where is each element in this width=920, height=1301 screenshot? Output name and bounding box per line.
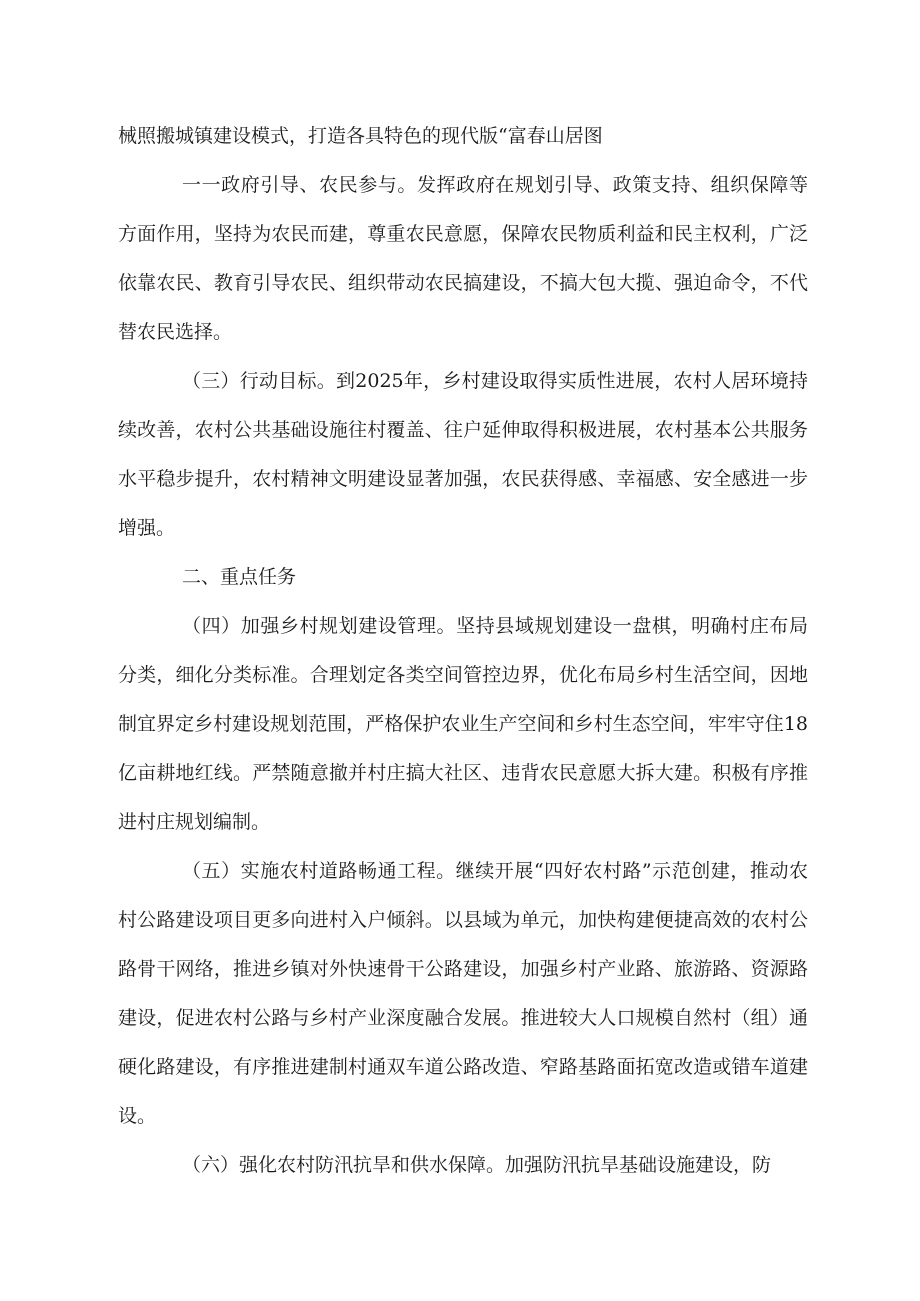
paragraph-action-goal: （三）行动目标。到2025年，乡村建设取得实质性进展，农村人居环境持续改善，农村公共基础设施往村覆盖、往户延伸取得积极进展，农村基本公共服务水平稳步提升，农村精神文明建设显著加强，农民获得感、幸福感、安全感进一步增强。 [118,370,808,539]
paragraph-flood-water: （六）强化农村防汛抗旱和供水保障。加强防汛抗旱基础设施建设，防 [182,1154,772,1176]
section-heading-key-tasks: 二、重点任务 [182,566,297,588]
paragraph-continuation: 械照搬城镇建设模式，打造各具特色的现代版“富春山居图 [118,125,603,147]
document-body [118,112,808,1190]
paragraph-principle: 一一政府引导、农民参与。发挥政府在规划引导、政策支持、组织保障等方面作用，坚持为农民而建，尊重农民意愿，保障农民物质利益和民主权利，广泛依靠农民、教育引导农民、组织带动农民搞建设，不搞大包大揽、强迫命令，不代替农民选择。 [118,174,808,343]
paragraph-roads: （五）实施农村道路畅通工程。继续开展“四好农村路”示范创建，推动农村公路建设项目更多向进村入户倾斜。以县域为单元，加快构建便捷高效的农村公路骨干网络，推进乡镇对外快速骨干公路建设，加强乡村产业路、旅游路、资源路建设，促进农村公路与乡村产业深度融合发展。推进较大人口规模自然村（组）通硬化路建设，有序推进建制村通双车道公路改造、窄路基路面拓宽改造或错车道建设。 [118,860,808,1127]
paragraph-planning: （四）加强乡村规划建设管理。坚持县域规划建设一盘棋，明确村庄布局分类，细化分类标准。合理划定各类空间管控边界，优化布局乡村生活空间，因地制宜界定乡村建设规划范围，严格保护农业生产空间和乡村生态空间，牢牢守住18亿亩耕地红线。严禁随意撤并村庄搞大社区、违背农民意愿大拆大建。积极有序推进村庄规划编制。 [118,615,808,833]
